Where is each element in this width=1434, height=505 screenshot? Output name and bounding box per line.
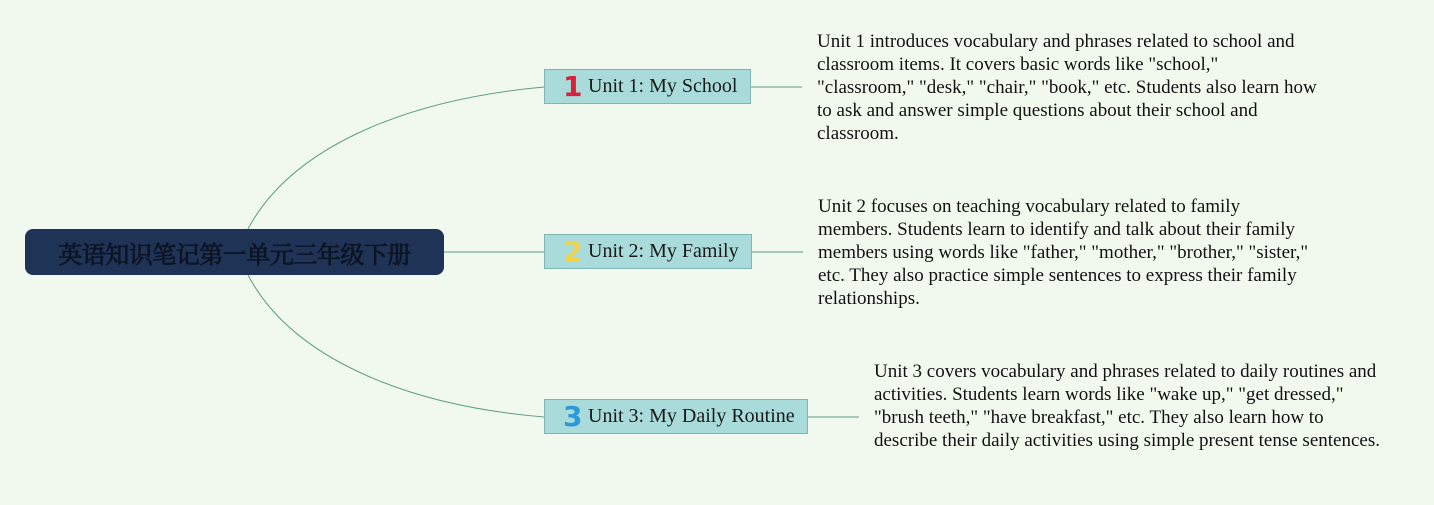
unit-3-label: Unit 3: My Daily Routine <box>588 405 795 427</box>
connector-root-unit3 <box>248 275 544 417</box>
root-topic-label: 英语知识笔记第一单元三年级下册 <box>58 240 411 269</box>
root-topic-node[interactable] <box>25 229 444 275</box>
unit-3-node[interactable] <box>544 399 808 434</box>
unit-3-description: Unit 3 covers vocabulary and phrases related to daily routines and activities. Students learn words like "wake up," "get dressed," "brush teeth," "have breakfast," etc. They also learn how to describe their daily activities using simple present tense sentences. <box>874 361 1380 451</box>
number-3-icon: 3 <box>563 399 583 433</box>
connector-root-unit1 <box>248 87 544 229</box>
number-2-icon: 2 <box>563 234 583 268</box>
number-1-icon: 1 <box>563 69 583 103</box>
unit-1-node[interactable] <box>544 69 751 104</box>
unit-1-description: Unit 1 introduces vocabulary and phrases related to school and classroom items. It covers basic words like "school," "classroom," "desk," "chair," "book," etc. Students also learn how to ask and answer simple questions about their school and classroom. <box>817 31 1317 144</box>
unit-1-label: Unit 1: My School <box>588 75 738 97</box>
unit-2-node[interactable] <box>544 234 752 269</box>
unit-2-description: Unit 2 focuses on teaching vocabulary related to family members. Students learn to identify and talk about their family members using words like "father," "mother," "brother," "sister," etc. They also practice simple sentences to express their family relationships. <box>818 196 1309 309</box>
unit-2-label: Unit 2: My Family <box>588 240 739 262</box>
